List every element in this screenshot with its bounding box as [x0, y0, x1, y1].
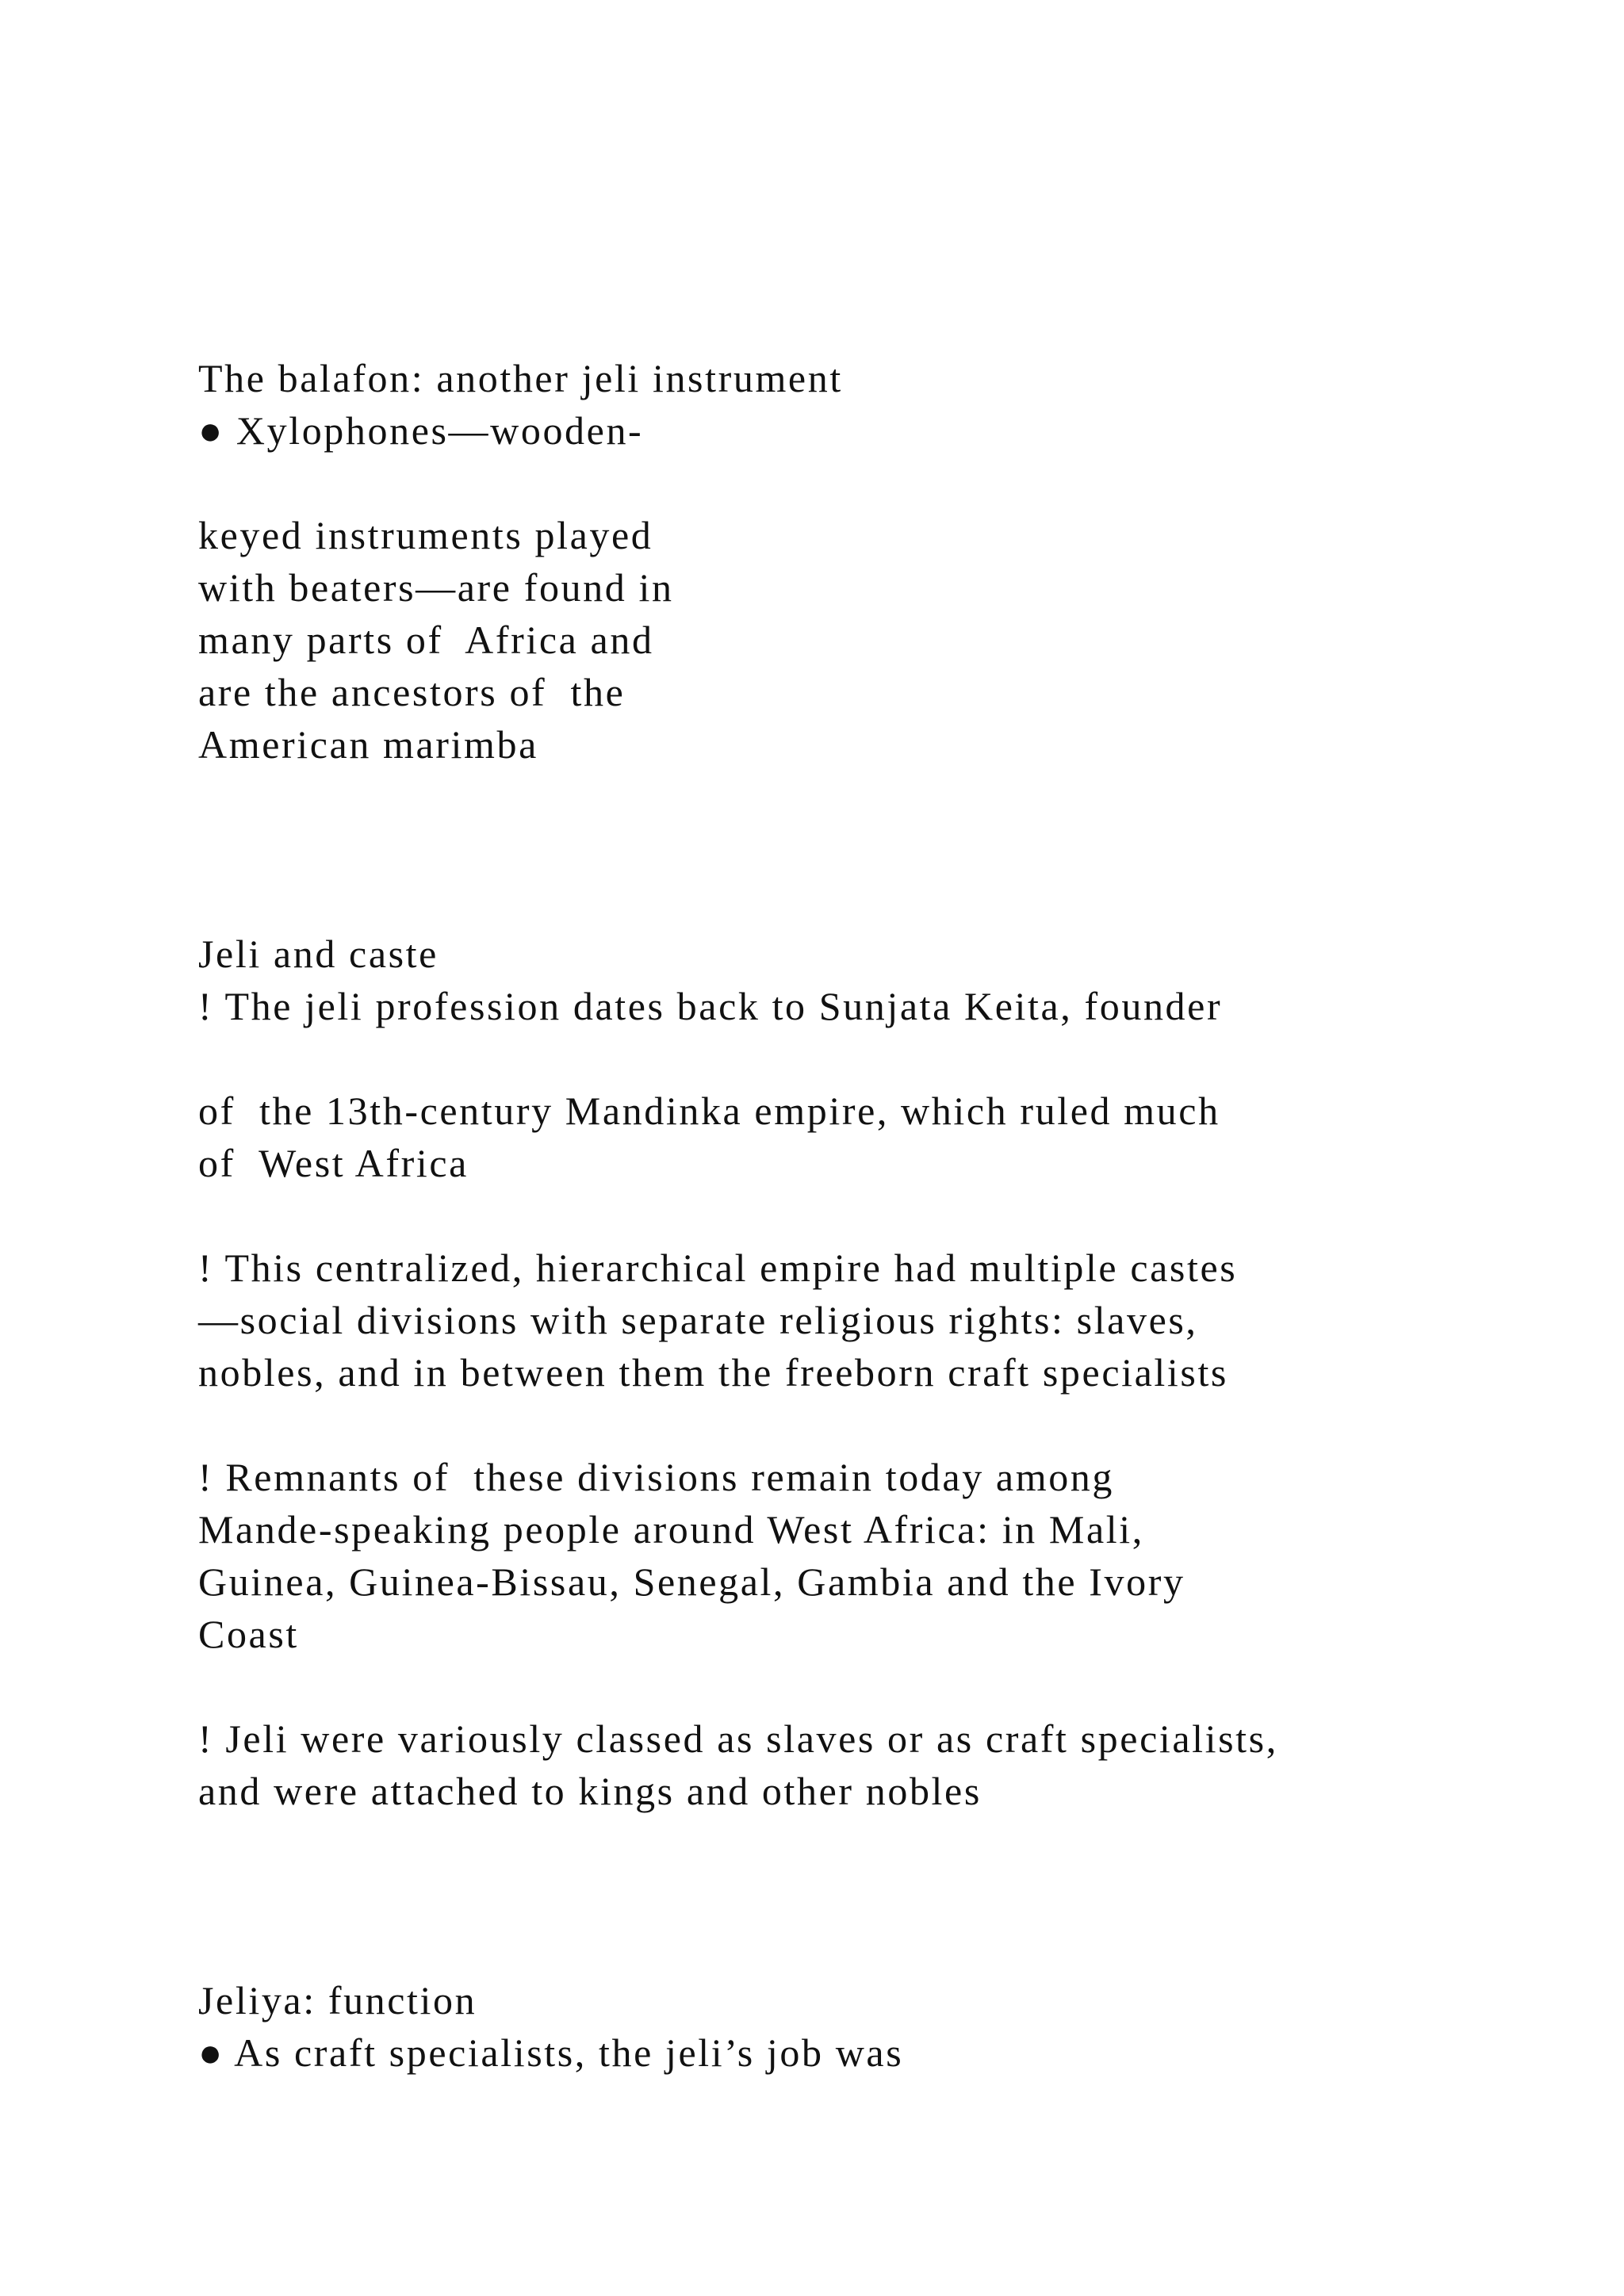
text-line: Mande-speaking people around West Africa: in Mali,: [198, 1507, 1144, 1552]
bullet-line: ● As craft specialists, the jeli’s job was: [198, 2030, 904, 2075]
text-line: Guinea, Guinea-Bissau, Senegal, Gambia and the Ivory: [198, 1559, 1185, 1604]
text-line: and were attached to kings and other nobles: [198, 1769, 982, 1813]
bullet-line: ● Xylophones—wooden-: [198, 408, 644, 453]
text-line: many parts of Africa and: [198, 618, 654, 662]
text-line: are the ancestors of the: [198, 670, 626, 714]
section-heading-function: Jeliya: function: [198, 1978, 477, 2022]
text-line: Coast: [198, 1612, 299, 1656]
bullet-line: ! This centralized, hierarchical empire had multiple castes: [198, 1246, 1238, 1290]
bullet-line: ! Remnants of these divisions remain today among: [198, 1455, 1114, 1499]
bullet-line: ! Jeli were variously classed as slaves or as craft specialists,: [198, 1716, 1278, 1761]
section-heading-balafon: The balafon: another jeli instrument: [198, 356, 843, 400]
text-line: with beaters—are found in: [198, 565, 674, 610]
text-line: —social divisions with separate religious rights: slaves,: [198, 1298, 1198, 1342]
text-line: of the 13th-century Mandinka empire, which ruled much: [198, 1089, 1220, 1133]
text-line: of West Africa: [198, 1141, 469, 1185]
text-line: keyed instruments played: [198, 513, 653, 557]
section-heading-caste: Jeli and caste: [198, 932, 439, 976]
text-line: American marimba: [198, 722, 538, 767]
bullet-line: ! The jeli profession dates back to Sunjata Keita, founder: [198, 984, 1223, 1028]
text-line: nobles, and in between them the freeborn craft specialists: [198, 1350, 1228, 1395]
